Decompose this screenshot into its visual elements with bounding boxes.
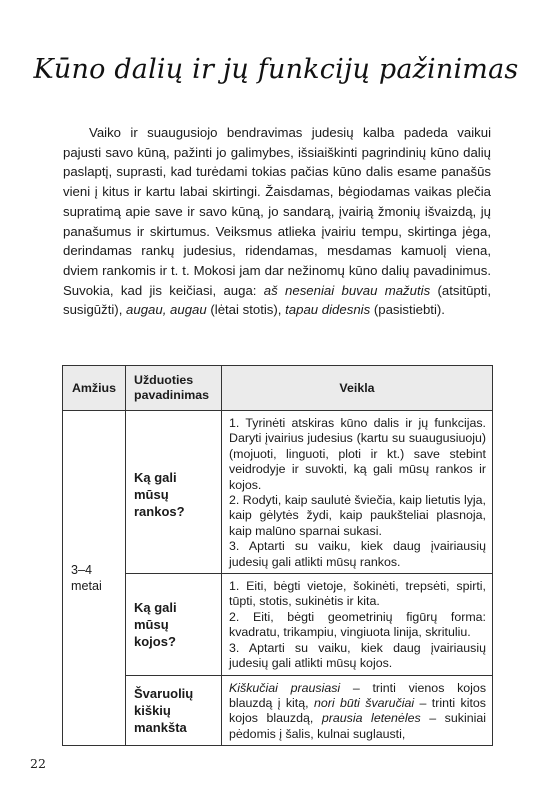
activity-item: 3. Aptarti su vaiku, kiek daug įvairiausių judesių gali atlikti mūsų kojos.: [229, 640, 486, 671]
activities-table: [62, 365, 493, 746]
activity-item: [229, 681, 486, 743]
intro-phrase-2: augau, augau: [126, 302, 207, 318]
intro-phrase-3: tapau didesnis: [285, 302, 371, 318]
activity-text: – trinti vienos kojos blauzdą į kitą,: [229, 680, 487, 710]
intro-paragraph: [63, 123, 491, 320]
activity-text: – sukiniai pėdomis į šalis, kulnai suglausti,: [229, 711, 486, 741]
header-task: Užduoties pavadinimas: [126, 366, 222, 411]
header-activity: Veikla: [222, 366, 493, 411]
activity-cell: [222, 411, 493, 574]
activity-phrase: Kiškučiai prausiasi: [229, 680, 341, 695]
activity-item: 2. Rodyti, kaip saulutė šviečia, kaip lietutis lyja, kaip gėlytės žydi, kaip paukšteliai plasnoja, kaip malūno sparnai sukasi.: [229, 493, 486, 538]
age-cell: 3–4 metai: [63, 411, 126, 746]
activity-phrase: nori būti švaručiai: [313, 695, 415, 710]
page-title: Kūno dalių ir jų funkcijų pažinimas: [33, 54, 519, 85]
task-cell: Švaruolių kiškių mankšta: [126, 675, 222, 746]
activity-text: – trinti kitos kojos blauzdą,: [229, 695, 486, 726]
table-row: [63, 411, 493, 574]
task-cell: Ką gali mūsų kojos?: [126, 574, 222, 675]
activity-item: 1. Eiti, bėgti vietoje, šokinėti, trepsėti, spirti, tūpti, stotis, sukinėtis ir kita.: [229, 579, 486, 609]
intro-note-3: (pasistiebti).: [370, 302, 445, 318]
table-row: [63, 574, 493, 675]
task-cell: Ką gali mūsų rankos?: [126, 411, 222, 574]
activity-cell: [222, 675, 493, 746]
activity-item: 2. Eiti, bėgti geometrinių figūrų forma: kvadratu, trikampiu, vingiuota linija, skrituliu.: [229, 609, 486, 640]
intro-text: Vaiko ir suaugusiojo bendravimas judesių kalba padeda vaikui pajusti savo kūną, pažinti jo galimybes, išsiaiškinti pagrindinių kūno dalių paslaptį, suprasti, kad turėdami tokias pačias kūno dalis esame panašūs vieni į kitus ir kartu labai skirtingi. Žaisdamas, bėgiodamas vaikas plečia supratimą apie save ir savo kūną, jo sandarą, įvairią žmonių išvaizdą, jų panašumus ir skirtumus. Veiksmus atlieka įvairiu tempu, skirtinga jėga, derindamas rankų judesius, ridendamas, mesdamas kamuolį viena, dviem rankomis ir t. t. Mokosi jam dar nežinomų kūno dalių pavadinimus. Suvokia, kad jis keičiasi, auga:: [63, 125, 491, 298]
header-age: Amžius: [63, 366, 126, 411]
activity-item: 1. Tyrinėti atskiras kūno dalis ir jų funkcijas. Daryti įvairius judesius (kartu su suaugusiuoju) (mojuoti, linguoti, ploti ir kt.) save stebint veidrodyje ir suvokti, ką gali mūsų rankos ir kojos.: [229, 416, 486, 492]
activity-phrase: prausia letenėles: [321, 711, 421, 726]
page-number: 22: [30, 756, 46, 771]
table-header-row: [63, 366, 493, 411]
table-row: [63, 675, 493, 746]
activity-cell: [222, 574, 493, 675]
intro-note-1: (atsitūpti, susigūžti),: [63, 282, 491, 318]
intro-phrase-1: aš neseniai buvau mažutis: [263, 282, 431, 298]
intro-note-2: (lėtai stotis),: [206, 302, 286, 318]
activity-item: 3. Aptarti su vaiku, kiek daug įvairiausių judesių gali atlikti mūsų rankos.: [229, 539, 486, 569]
